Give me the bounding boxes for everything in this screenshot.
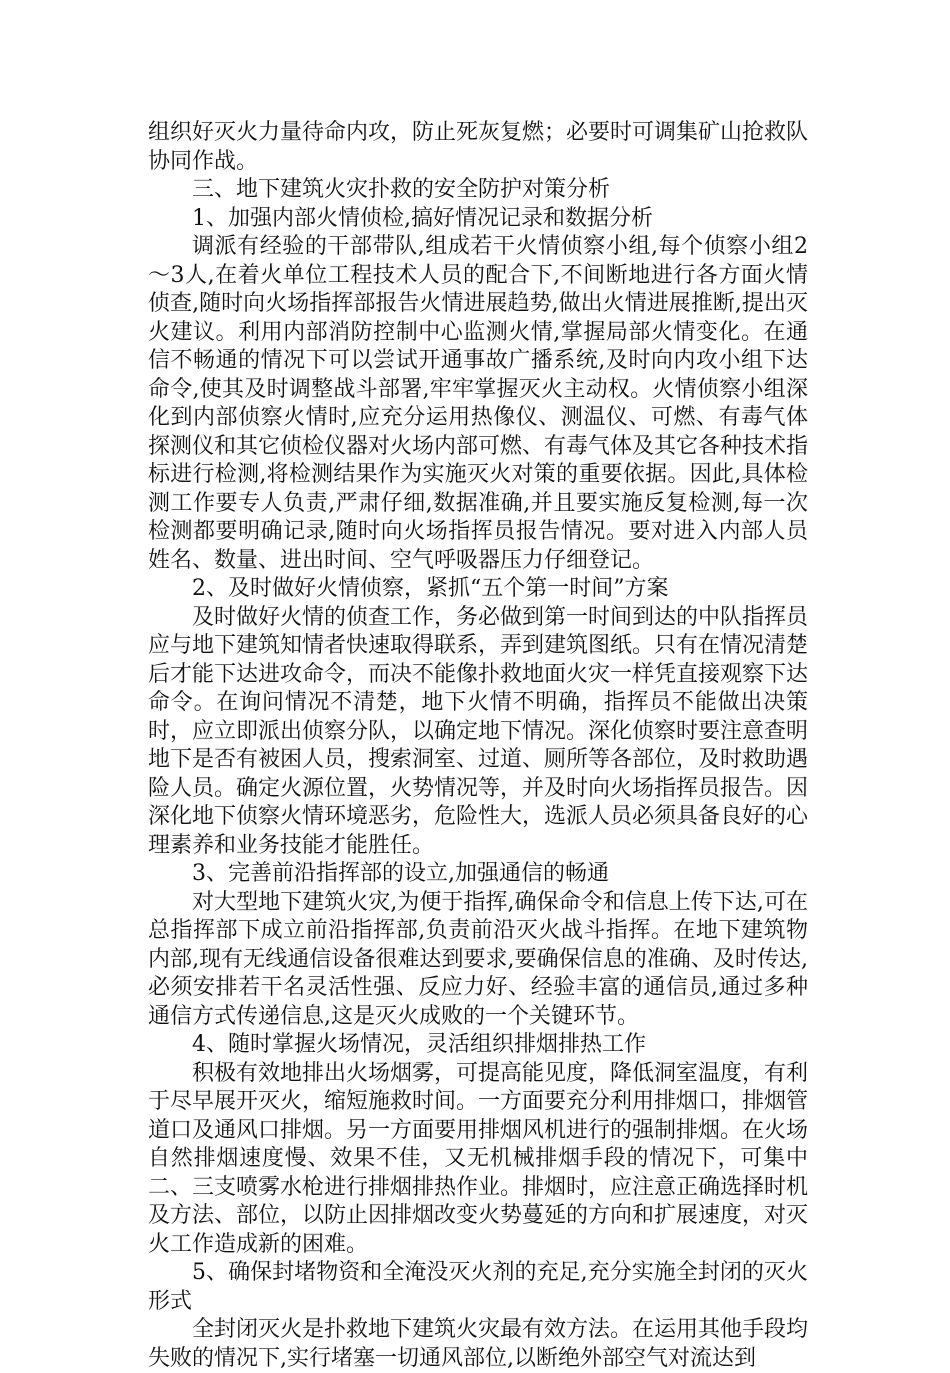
paragraph-body: 积极有效地排出火场烟雾，可提高能见度，降低洞室温度，有利于尽早展开灭火，缩短施救时间。一方面要充分利用排烟口，排烟管道口及通风口排烟。另一方面要用排烟风机进行的强制排烟。在火场自然排烟速度慢、效果不佳，又无机械排烟手段的情况下，可集中二、三支喷雾水枪进行排烟排热作业。排烟时，应注意正确选择时机及方法、部位，以防止因排烟改变火势蔓延的方向和扩展速度，对灭火工作造成新的困难。 bbox=[148, 1060, 809, 1257]
paragraph-body: 全封闭灭火是扑救地下建筑火灾最有效方法。在运用其他手段均失败的情况下,实行堵塞一切通风部位,以断绝外部空气对流达到 bbox=[148, 1317, 809, 1371]
subheading-5: 5、确保封堵物资和全淹没灭火剂的充足,充分实施全封闭的灭火形式 bbox=[148, 1260, 808, 1314]
subheading-4: 4、随时掌握火场情况，灵活组织排烟排热工作 bbox=[192, 1032, 646, 1057]
paragraph-body: 调派有经验的干部带队,组成若干火情侦察小组,每个侦察小组2～3人,在着火单位工程技术人员的配合下,不间断地进行各方面火情侦查,随时向火场指挥部报告火情进展趋势,做出火情进展推断,提出灭火建议。利用内部消防控制中心监测火情,掌握局部火情变化。在通信不畅通的情况下可以尝试开通事故广播系统,及时向内攻小组下达命令,使其及时调整战斗部署,牢牢掌握灭火主动权。火情侦察小组深化到内部侦察火情时,应充分运用热像仪、测温仪、可燃、有毒气体探测仪和其它侦检仪器对火场内部可燃、有毒气体及其它各种技术指标进行检测,将检测结果作为实施灭火对策的重要依据。因此,具体检测工作要专人负责,严肃仔细,数据准确,并且要实施反复检测,每一次检测都要明确记录,随时向火场指挥员报告情况。要对进入内部人员姓名、数量、进出时间、空气呼吸器压力仔细登记。 bbox=[148, 234, 809, 573]
paragraph-body: 对大型地下建筑火灾,为便于指挥,确保命令和信息上传下达,可在总指挥部下成立前沿指挥部,负责前沿灭火战斗指挥。在地下建筑物内部,现有无线通信设备很难达到要求,要确保信息的准确、及时传达,必须安排若干名灵活性强、反应力好、经验丰富的通信员,通过多种通信方式传递信息,这是灭火成败的一个关键环节。 bbox=[148, 889, 808, 1029]
paragraph-continuation: 组织好灭火力量待命内攻，防止死灰复燃；必要时可调集矿山抢救队协同作战。 bbox=[148, 120, 809, 174]
document-page bbox=[148, 119, 808, 1373]
subheading-1: 1、加强内部火情侦检,搞好情况记录和数据分析 bbox=[192, 205, 653, 231]
paragraph-body: 及时做好火情的侦查工作，务必做到第一时间到达的中队指挥员应与地下建筑知情者快速取得联系，弄到建筑图纸。只有在情况清楚后才能下达进攻命令，而决不能像扑救地面火灾一样凭直接观察下达命令。在询问情况不清楚，地下火情不明确，指挥员不能做出决策时，应立即派出侦察分队，以确定地下情况。深化侦察时要注意查明地下是否有被困人员，搜索洞室、过道、厕所等各部位，及时救助遇险人员。确定火源位置，火势情况等，并及时向火场指挥员报告。因深化地下侦察火情环境恶劣，危险性大，选派人员必须具备良好的心理素养和业务技能才能胜任。 bbox=[148, 604, 809, 858]
section-heading-3: 三、地下建筑火灾扑救的安全防护对策分析 bbox=[192, 177, 611, 202]
subheading-3: 3、完善前沿指挥部的设立,加强通信的畅通 bbox=[192, 861, 609, 886]
subheading-2: 2、及时做好火情侦察，紧抓“五个第一时间”方案 bbox=[192, 576, 669, 601]
